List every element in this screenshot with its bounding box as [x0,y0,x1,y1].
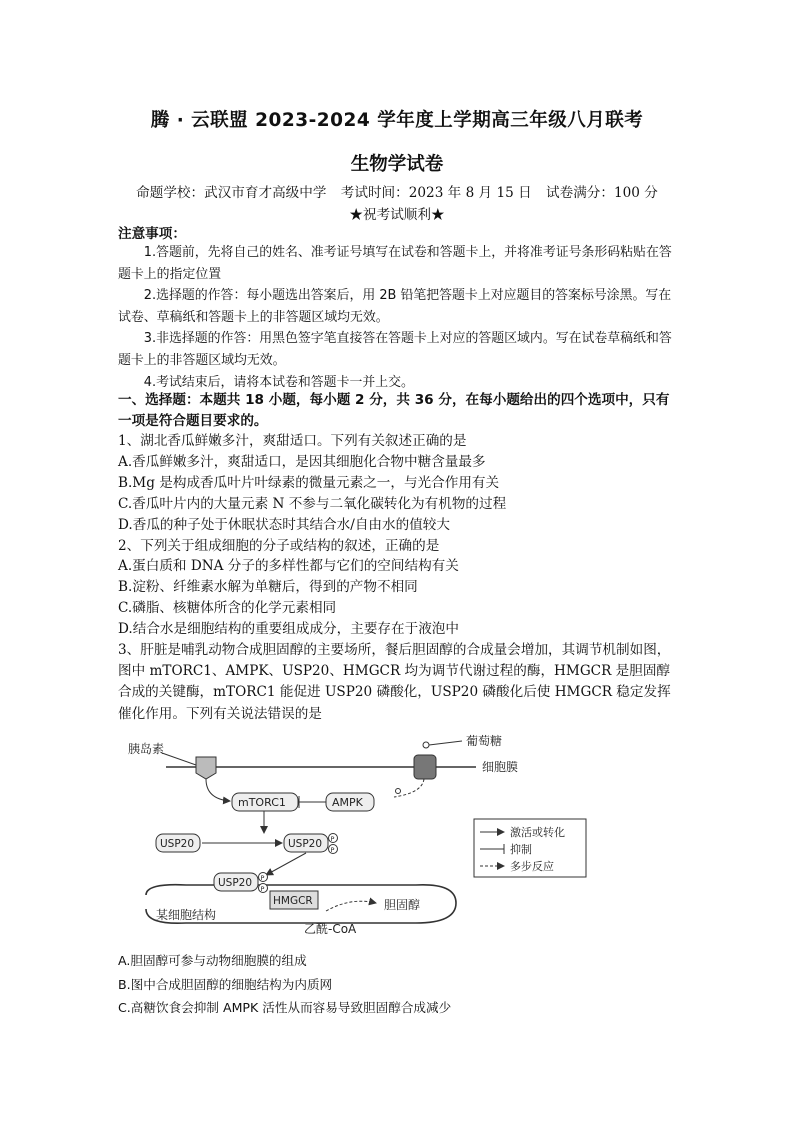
notice-item: 2.选择题的作答：每小题选出答案后，用 2B 铅笔把答题卡上对应题目的答案标号涂黑。写在试卷、草稿纸和答题卡上的非答题区域均无效。 [118,288,672,325]
usp20-p-label: USP20 [288,838,323,850]
legend-multistep-label: 多步反应 [510,860,554,873]
question-option: A.蛋白质和 DNA 分子的多样性都与它们的空间结构有关 [118,558,459,575]
cholesterol-label: 胆固醇 [384,898,421,912]
exam-school: 命题学校：武汉市育才高级中学 [136,185,327,201]
glucose-dot [423,742,429,748]
question-option: C.香瓜叶片内的大量元素 N 不参与二氧化碳转化为有机物的过程 [118,495,507,512]
mtorc1-label: mTORC1 [238,796,286,809]
question-stem: 3、肝脏是哺乳动物合成胆固醇的主要场所，餐后胆固醇的合成量会增加，其调节机制如图，图中 mTORC1、AMPK、USP20、HMGCR 均为调节代谢过程的酶，HMGCR 是胆固醇合成的关键酶，mTORC1 能促进 USP20 磷酸化，USP20 磷酸化后使 HMGCR 稳定发挥催化作用。下列有关说法错误的是 [118,642,671,722]
arrow-glucose-ampk [394,779,424,797]
question-option: B.图中合成胆固醇的细胞结构为内质网 [118,976,333,992]
question-stem: 1、湖北香瓜鲜嫩多汁，爽甜适口。下列有关叙述正确的是 [118,433,467,449]
insulin-label: 胰岛素 [128,742,165,756]
glucose-transporter [414,755,436,779]
question-option: B.Mg 是构成香瓜叶片叶绿素的微量元素之一，与光合作用有关 [118,474,500,491]
arrow-acetylcoa-cholesterol [326,901,376,911]
exam-subtitle: 生物学试卷 [350,154,444,175]
regulation-diagram [126,733,596,938]
ampk-label: AMPK [332,796,363,809]
section-heading: 一、选择题：本题共 18 小题，每小题 2 分，共 36 分，在每小题给出的四个选项中，只有一项是符合题目要求的。 [118,392,670,429]
acetyl-coa-label: 乙酰-CoA [304,922,357,936]
question-option: A.胆固醇可参与动物细胞膜的组成 [118,953,307,968]
membrane-label: 细胞膜 [482,760,519,774]
arrow-insulin-mtorc1 [206,779,230,801]
question-option: A.香瓜鲜嫩多汁，爽甜适口，是因其细胞化合物中糖含量最多 [118,453,486,470]
question-3 [118,640,678,725]
insulin-pointer [162,753,196,765]
exam-info [0,181,794,201]
phosphate-label: P [260,885,265,893]
questions-1-2 [118,431,680,640]
question-option: D.香瓜的种子处于休眠状态时其结合水/自由水的值较大 [118,516,450,533]
usp20-hmgcr-label: USP20 [218,877,253,889]
notice-item: 3.非选择题的作答：用黑色签字笔直接答在答题卡上对应的答题区域内。写在试卷草稿纸和答题卡上的非答题区域均无效。 [118,331,672,368]
exam-title: 腾 · 云联盟 2023-2024 学年度上学期高三年级八月联考 [150,110,644,131]
phosphate-label: P [330,846,335,854]
glucose-label: 葡萄糖 [466,734,503,748]
notice-list [118,242,674,393]
insulin-receptor [196,757,216,779]
glucose-pointer [429,741,462,745]
question-3-options [118,949,678,1020]
exam-wish: ★祝考试顺利★ [349,207,445,223]
structure-label: 某细胞结构 [156,908,217,922]
notice-item: 4.考试结束后，请将本试卷和答题卡一并上交。 [143,374,414,390]
phosphate-label: P [260,874,265,882]
notice-item: 1.答题前，先将自己的姓名、准考证号填写在试卷和答题卡上，并将准考证号条形码粘贴在答题卡上的指定位置 [118,245,672,282]
question-option: B.淀粉、纤维素水解为单糖后，得到的产物不相同 [118,579,418,596]
arrow-usp20p-down [266,853,306,875]
question-option: C.高糖饮食会抑制 AMPK 活性从而容易导致胆固醇合成减少 [118,1000,452,1015]
question-option: D.结合水是细胞结构的重要组成成分，主要存在于液泡中 [118,621,459,638]
question-stem: 2、下列关于组成细胞的分子或结构的叙述，正确的是 [118,537,440,554]
legend-activate-label: 激活或转化 [510,826,565,839]
exam-score: 试卷满分：100 分 [546,185,658,201]
usp20-label: USP20 [160,838,195,850]
hmgcr-label: HMGCR [273,895,313,907]
notice-heading: 注意事项： [118,226,186,242]
question-option: C.磷脂、核糖体所含的化学元素相同 [118,600,337,617]
legend-inhibit-label: 抑制 [510,843,532,856]
glucose-metabolite-dot [396,789,401,794]
exam-time: 考试时间：2023 年 8 月 15 日 [340,185,532,201]
phosphate-label: P [330,835,335,843]
